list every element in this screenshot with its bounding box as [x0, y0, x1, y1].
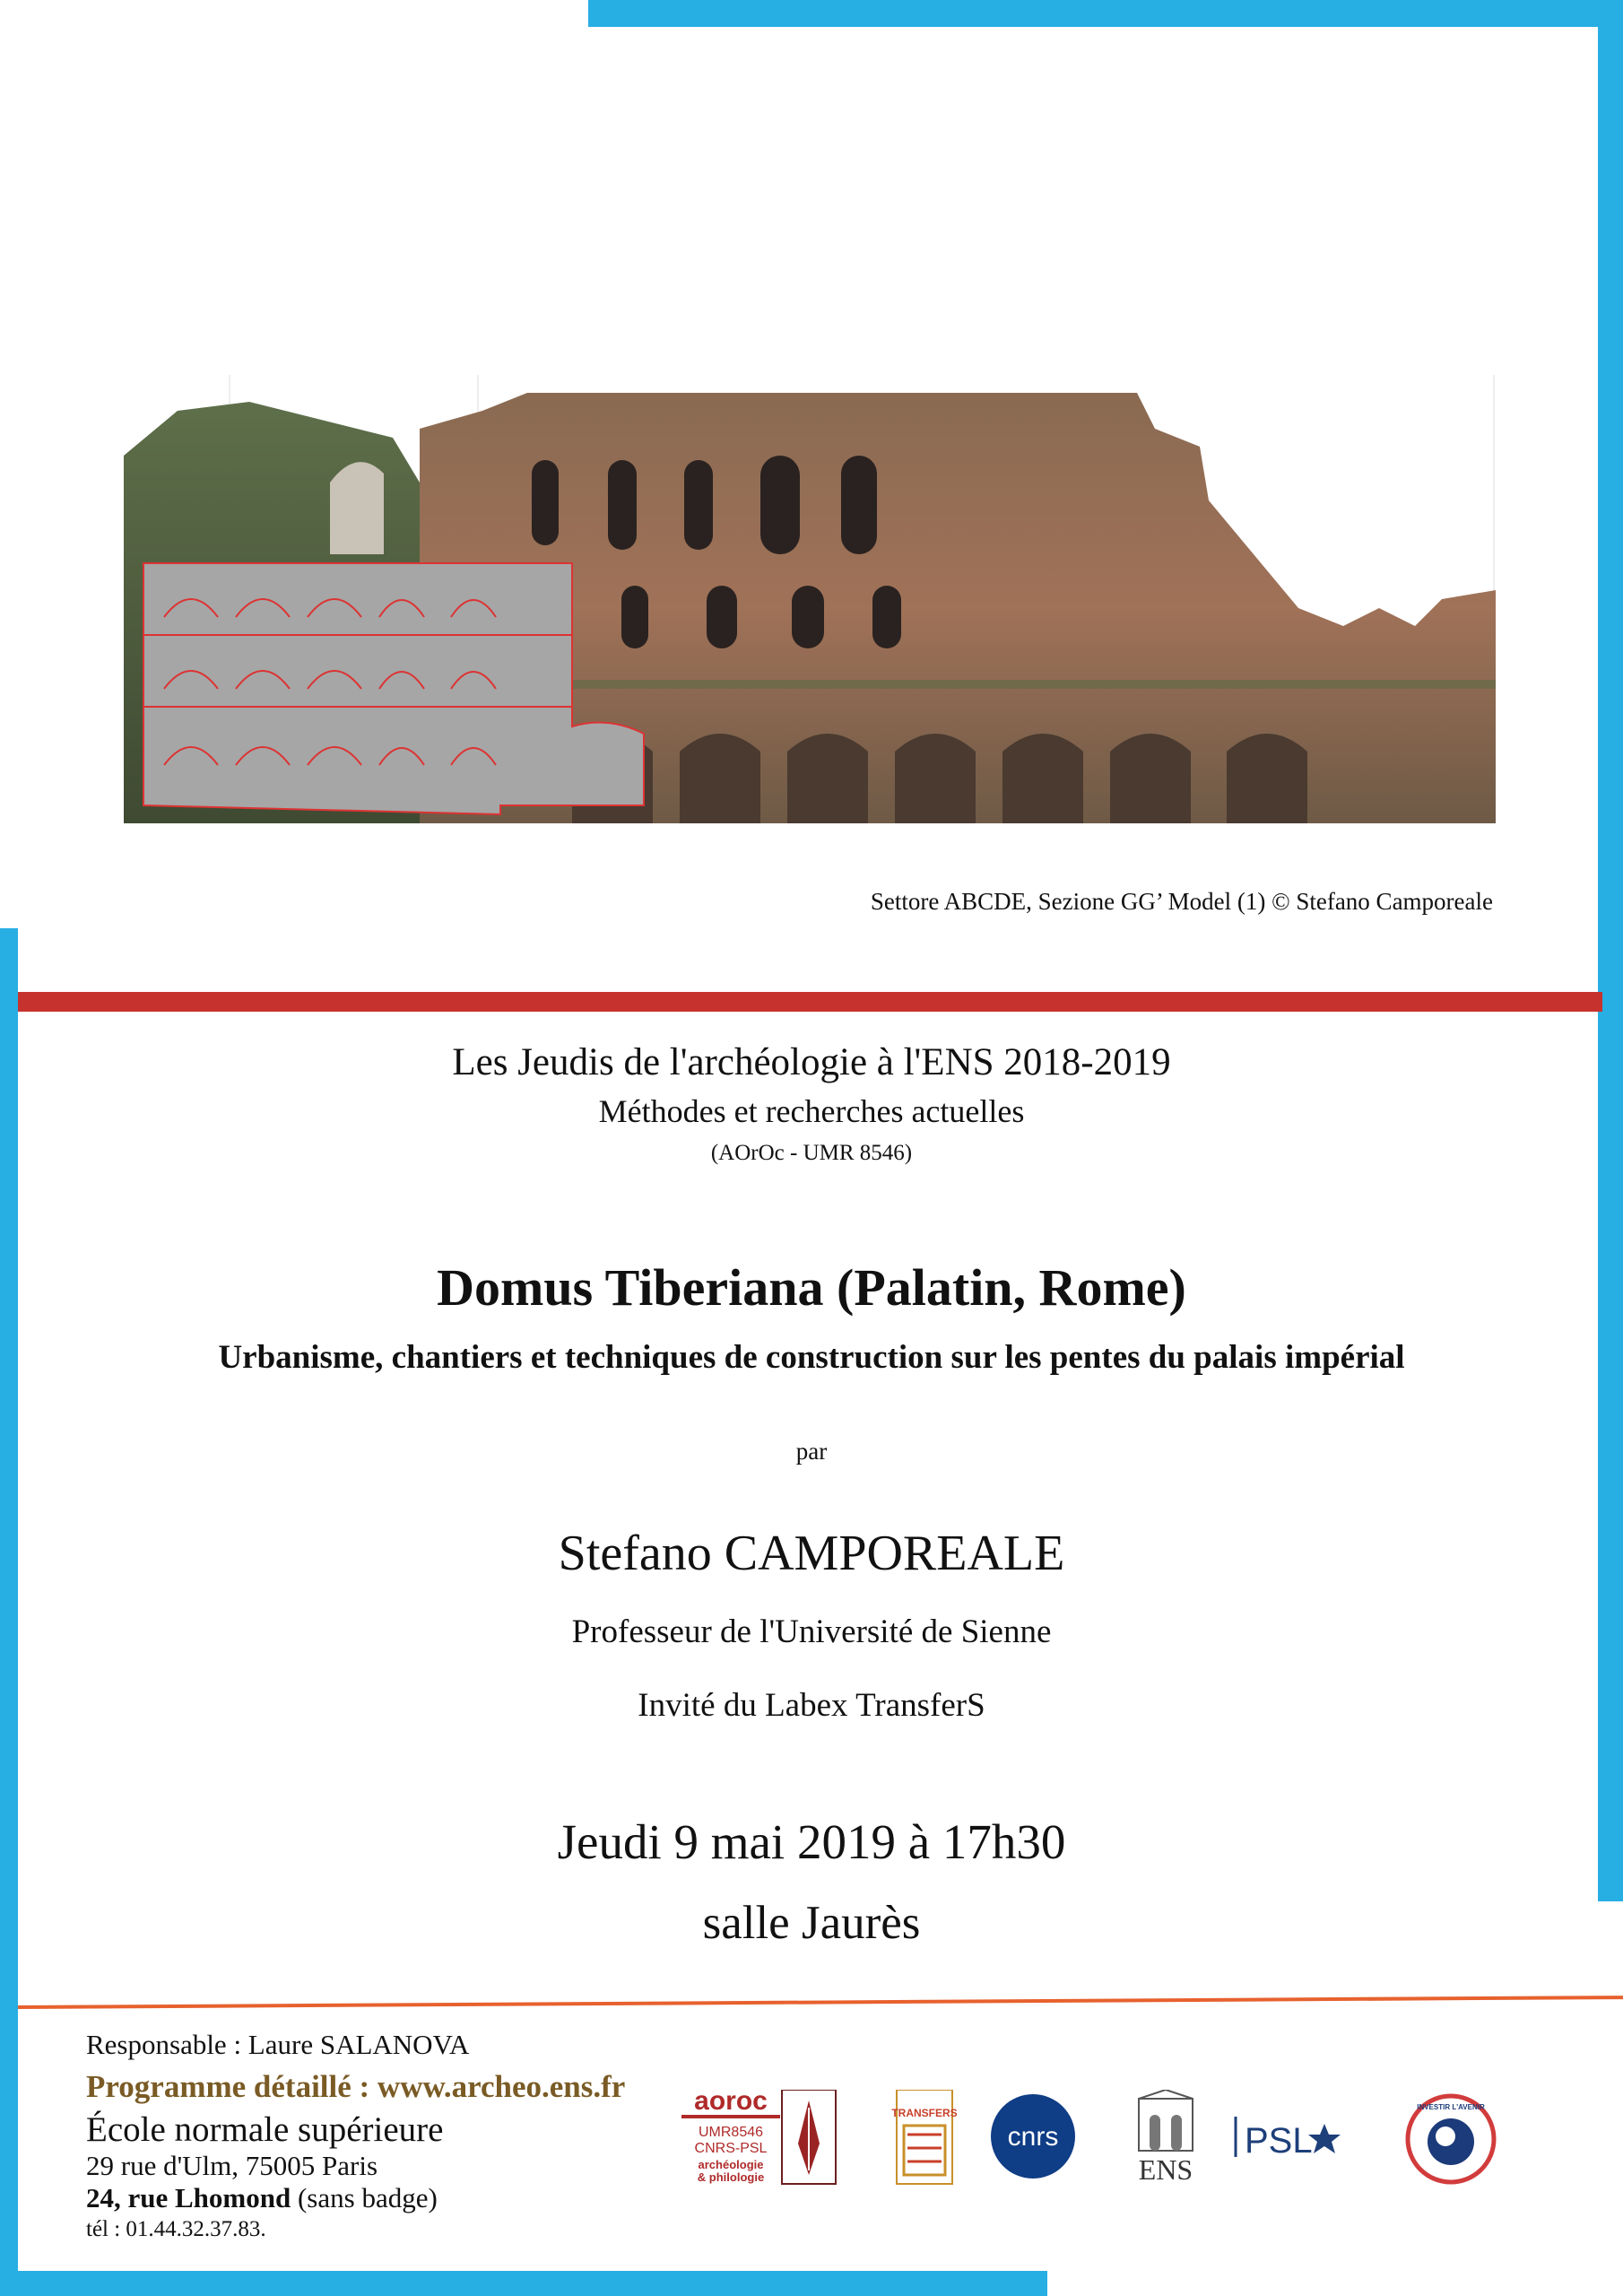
speaker-invitation: Invité du Labex TransferS: [638, 1687, 985, 1724]
psl-name: PSL: [1245, 2121, 1313, 2161]
aoroc-name: aoroc: [694, 2090, 768, 2116]
aoroc-cnrs: CNRS-PSL: [694, 2141, 768, 2156]
psl-star-icon: [1308, 2124, 1341, 2153]
psl-logo: [1236, 2117, 1341, 2161]
domus-tiberiana-section-image: [124, 375, 1496, 823]
address-line-2-street: 24, rue Lhomond: [86, 2182, 291, 2213]
ens-logo: [1139, 2090, 1193, 2186]
institution-name: École normale supérieure: [86, 2110, 444, 2149]
transfers-logo: [891, 2090, 957, 2184]
orange-divider: [18, 1996, 1623, 2009]
programme-link[interactable]: Programme détaillé : www.archeo.ens.fr: [86, 2069, 626, 2104]
series-subtitle: Méthodes et recherches actuelles: [598, 1093, 1025, 1129]
talk-subtitle: Urbanisme, chantiers et techniques de construction sur les pentes du palais impérial: [218, 1339, 1405, 1376]
aoroc-umr: UMR8546: [698, 2125, 764, 2140]
series-title: Les Jeudis de l'archéologie à l'ENS 2018-2019: [452, 1041, 1171, 1083]
bottom-blue-bar: [0, 2271, 1047, 2296]
aoroc-logo: [681, 2090, 836, 2184]
investir-avenir-name: INVESTIR L'AVENIR: [1417, 2103, 1485, 2111]
partner-logos: [681, 2090, 1506, 2206]
telephone: tél : 01.44.32.37.83.: [86, 2217, 266, 2241]
series-unit: (AOrOc - UMR 8546): [710, 1141, 913, 1165]
transfers-name: TRANSFERS: [891, 2107, 958, 2119]
talk-title: Domus Tiberiana (Palatin, Rome): [437, 1258, 1186, 1317]
speaker-role: Professeur de l'Université de Sienne: [571, 1613, 1052, 1650]
image-caption: Settore ABCDE, Sezione GG’ Model (1) © Stefano Camporeale: [870, 888, 1493, 915]
red-divider: [18, 992, 1602, 1012]
aoroc-philologie: & philologie: [697, 2170, 765, 2184]
cnrs-logo: [991, 2094, 1075, 2179]
top-blue-bar: [588, 0, 1623, 27]
responsable: Responsable : Laure SALANOVA: [86, 2029, 470, 2060]
aoroc-archeologie: archéologie: [698, 2158, 764, 2171]
event-room: salle Jaurès: [702, 1897, 921, 1949]
investir-avenir-logo: [1408, 2096, 1494, 2182]
speaker-name: Stefano CAMPOREALE: [558, 1526, 1065, 1581]
by-label: par: [795, 1438, 828, 1465]
address-line-2-note: (sans badge): [291, 2182, 438, 2213]
address-line-1: 29 rue d'Ulm, 75005 Paris: [86, 2150, 378, 2181]
cnrs-name: cnrs: [1007, 2122, 1059, 2152]
address-line-2: [86, 2182, 438, 2214]
ens-name: ENS: [1138, 2153, 1193, 2186]
event-date: Jeudi 9 mai 2019 à 17h30: [557, 1814, 1066, 1869]
